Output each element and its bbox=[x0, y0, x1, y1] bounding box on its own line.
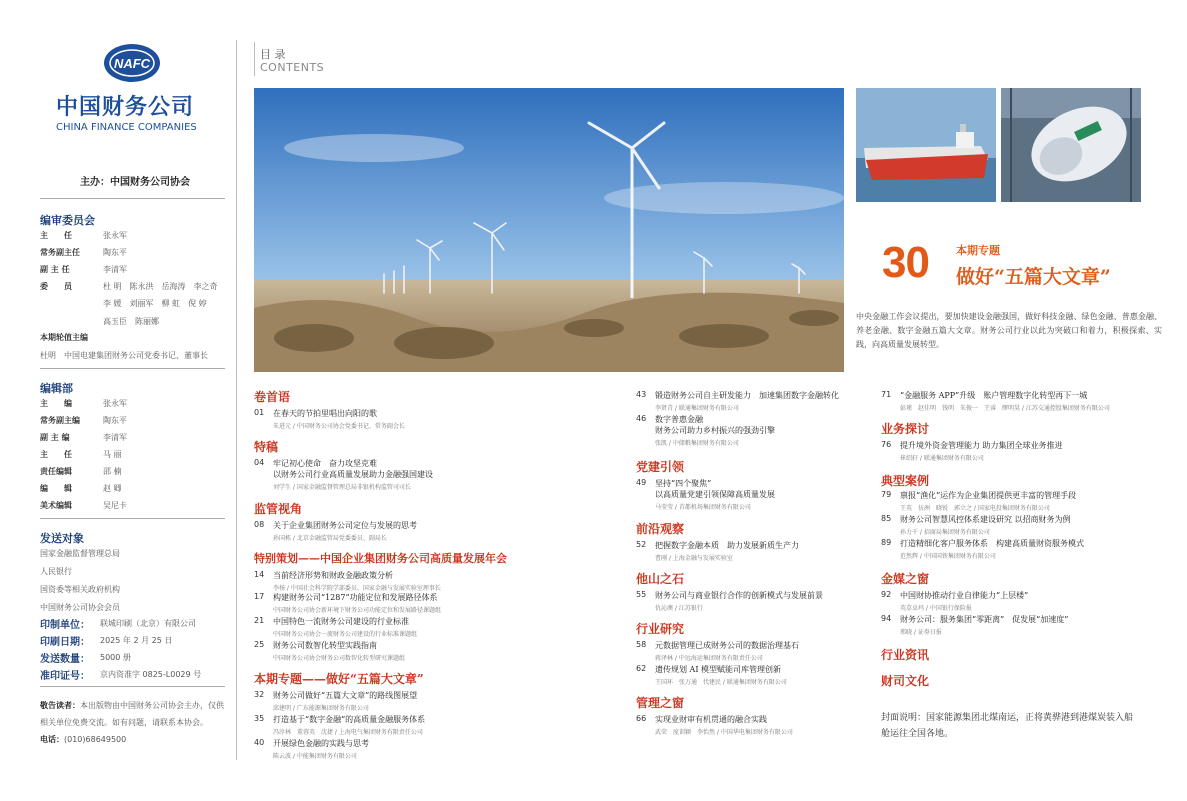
toc-article-title: 打造精细化客户服务体系 构建高质量财资服务模式 bbox=[900, 539, 1084, 548]
logo-english-name: CHINA FINANCE COMPANIES bbox=[56, 122, 197, 133]
toc-author: 崔绍轩 / 联通集团财务有限公司 bbox=[900, 455, 984, 462]
board-role: 常务副主任 bbox=[40, 248, 80, 257]
nafc-logo-icon bbox=[103, 43, 161, 83]
toc-section-title: 党建引领 bbox=[636, 460, 685, 474]
board-names: 陶东平 bbox=[103, 248, 127, 257]
toc-page-number: 46 bbox=[636, 414, 647, 423]
toc-author: 蒋泽林 / 中远海运集团财务有限责任公司 bbox=[655, 655, 763, 662]
editorial-names: 陶东平 bbox=[103, 416, 127, 425]
toc-author: 邱建明 / 广东能源集团财务有限公司 bbox=[273, 705, 369, 712]
toc-article-title: 中国特色一流财务公司建设的行业标准 bbox=[273, 617, 409, 626]
toc-section-title: 特别策划——中国企业集团财务公司高质量发展年会 bbox=[254, 552, 507, 565]
board-names: 张永军 bbox=[103, 231, 127, 240]
print-value: 5000 册 bbox=[100, 653, 131, 662]
photo-industrial-boiler bbox=[1001, 88, 1141, 202]
toc-article-subtitle: 以高质量党建引领保障高质量发展 bbox=[655, 490, 775, 499]
toc-article-title: 构建财务公司“1287”功能定位和发展路径体系 bbox=[273, 593, 438, 602]
print-value: 京内资准字 0825-L0029 号 bbox=[100, 670, 202, 679]
board-names: 高玉臣 陈丽娜 bbox=[103, 317, 159, 326]
toc-page-number: 43 bbox=[636, 390, 647, 399]
editorial-names: 张永军 bbox=[103, 399, 127, 408]
toc-page-number: 62 bbox=[636, 664, 647, 673]
toc-article-title: 开展绿色金融的实践与思考 bbox=[273, 739, 369, 748]
toc-page-number: 58 bbox=[636, 640, 647, 649]
distribution-item: 国资委等相关政府机构 bbox=[40, 585, 120, 594]
board-title: 编审委员会 bbox=[40, 214, 95, 227]
editorial-role: 副 主 编 bbox=[40, 433, 70, 442]
distribution-item: 中国财务公司协会会员 bbox=[40, 603, 120, 612]
print-value: 联城印刷（北京）有限公司 bbox=[100, 619, 196, 628]
divider bbox=[40, 198, 225, 199]
toc-section-title[interactable]: 财司文化 bbox=[881, 674, 930, 688]
editorial-names: 赵 卿 bbox=[103, 484, 122, 493]
toc-author: 英草卓玛 / 中国银行保险报 bbox=[900, 605, 972, 612]
toc-page-number: 52 bbox=[636, 540, 647, 549]
toc-article-title: “金融服务 APP”升级 账户管理数字化转型再下一城 bbox=[900, 391, 1088, 400]
distribution-item: 人民银行 bbox=[40, 567, 72, 576]
toc-section-title: 监管视角 bbox=[254, 502, 303, 516]
notice-phone bbox=[40, 734, 126, 745]
cover-note: 封面说明：国家能源集团北煤南运，正将黄骅港到港煤炭装入船舱运往全国各地。 bbox=[881, 713, 1134, 739]
feature-title[interactable]: 做好“五篇大文章” bbox=[956, 266, 1111, 288]
toc-author: 中国财务公司协会新环境下财务公司功能定位和发展路径课题组 bbox=[273, 607, 442, 614]
toc-page-number: 32 bbox=[254, 690, 265, 699]
photo-cargo-ship bbox=[856, 88, 996, 202]
toc-page-number: 92 bbox=[881, 590, 892, 599]
wind-farm-image bbox=[254, 88, 844, 372]
print-label: 印刷日期： bbox=[40, 637, 90, 648]
toc-page-number: 25 bbox=[254, 640, 265, 649]
print-label: 印制单位： bbox=[40, 620, 90, 631]
toc-author: 李扬 / 中国社会科学院学部委员、国家金融与发展实验室理事长 bbox=[273, 585, 441, 592]
editorial-names: 李清军 bbox=[103, 433, 127, 442]
toc-article-title: 财务公司与商业银行合作的创新模式与发展前景 bbox=[655, 591, 823, 600]
editorial-names: 马 丽 bbox=[103, 450, 122, 459]
editorial-role: 责任编辑 bbox=[40, 467, 72, 476]
feature-page-number: 30 bbox=[882, 238, 929, 287]
toc-page-number: 55 bbox=[636, 590, 647, 599]
board-role: 委 员 bbox=[40, 282, 72, 291]
toc-page-number: 76 bbox=[881, 440, 892, 449]
print-label: 准印证号： bbox=[40, 671, 90, 682]
divider bbox=[40, 368, 225, 369]
toc-article-title: 打造基于“数字金融”的高质量金融服务体系 bbox=[273, 715, 426, 724]
board-names: 杜 明 陈永洪 岳海涛 李之奇 bbox=[103, 282, 218, 291]
rotating-editor-label: 本期轮值主编 bbox=[40, 333, 88, 342]
toc-page-number: 35 bbox=[254, 714, 265, 723]
board-names: 李 媛 刘丽军 柳 虹 倪 婷 bbox=[103, 299, 207, 308]
reader-notice bbox=[40, 700, 224, 711]
editorial-role: 编 辑 bbox=[40, 484, 72, 493]
toc-article-title: 中国财协推动行业自律能力“上层楼” bbox=[900, 591, 1029, 600]
toc-section-title[interactable]: 行业资讯 bbox=[881, 648, 930, 662]
toc-page-number: 01 bbox=[254, 408, 265, 417]
toc-author: 马莹莹 / 首都机场集团财务有限公司 bbox=[655, 504, 751, 511]
editorial-role: 常务副主编 bbox=[40, 416, 80, 425]
toc-section-title: 特稿 bbox=[254, 440, 279, 454]
cover-photo-wind-farm bbox=[254, 88, 844, 372]
editorial-role: 主 编 bbox=[40, 399, 72, 408]
feature-label: 本期专题 bbox=[956, 244, 1000, 257]
toc-author: 孙国栋 / 北京金融监管局党委委员、副局长 bbox=[273, 535, 387, 542]
toc-page-number: 04 bbox=[254, 458, 265, 467]
toc-article-title: 禀报“渔化”运作为企业集团提供更丰富的管理手段 bbox=[900, 491, 1077, 500]
toc-article-title: 财务公司智慧风控体系建设研究 以招商财务为例 bbox=[900, 515, 1071, 524]
board-role: 主 任 bbox=[40, 231, 72, 240]
host-organization: 主办：中国财务公司协会 bbox=[80, 177, 190, 188]
toc-page-number: 21 bbox=[254, 616, 265, 625]
toc-page-number: 66 bbox=[636, 714, 647, 723]
toc-article-title: 提升境外资金管理能力 助力集团全球业务推进 bbox=[900, 441, 1063, 450]
header-divider bbox=[254, 42, 255, 76]
toc-article-title: 关于企业集团财务公司定位与发展的思考 bbox=[273, 521, 417, 530]
toc-article-title: 在春天的节拍里唱出向阳的歌 bbox=[273, 409, 377, 418]
toc-article-title: 锻造财务公司自主研发能力 加速集团数字金融转化 bbox=[655, 391, 839, 400]
phone-label: 电话： bbox=[40, 735, 64, 744]
board-names: 李清军 bbox=[103, 265, 127, 274]
feature-description: 中央金融工作会议提出，要加快建设金融强国，做好科技金融、绿色金融、普惠金融、养老金融、数字金融五篇大文章。财务公司行业以此为突破口和着力，积极探索、实践，向高质量发展转型。 bbox=[856, 312, 1162, 349]
contents-heading-cn: 目 录 bbox=[260, 48, 286, 61]
column-divider bbox=[236, 40, 237, 760]
notice-label: 敬告读者： bbox=[40, 701, 80, 710]
toc-article-subtitle: 以财务公司行业高质量发展助力金融强国建设 bbox=[273, 470, 433, 479]
toc-page-number: 40 bbox=[254, 738, 265, 747]
toc-article-title: 财务公司做好“五篇大文章”的路线图展望 bbox=[273, 691, 418, 700]
toc-page-number: 14 bbox=[254, 570, 265, 579]
toc-page-number: 49 bbox=[636, 478, 647, 487]
toc-section-title: 业务探讨 bbox=[881, 422, 930, 436]
toc-page-number: 17 bbox=[254, 592, 265, 601]
toc-page-number: 08 bbox=[254, 520, 265, 529]
ship-image bbox=[856, 88, 996, 202]
logo-chinese-name: 中国财务公司 bbox=[56, 95, 195, 120]
toc-page-number: 94 bbox=[881, 614, 892, 623]
toc-article-subtitle: 财务公司助力乡村振兴的强劲引擎 bbox=[655, 426, 775, 435]
toc-section-title: 卷首语 bbox=[254, 390, 291, 404]
toc-article-title: 牢记初心使命 奋力攻坚克难 bbox=[273, 459, 377, 468]
toc-section-title: 他山之石 bbox=[636, 572, 685, 586]
toc-article-title: 遗传规划 AI 模型赋能司库管理创新 bbox=[655, 665, 782, 674]
toc-page-number: 89 bbox=[881, 538, 892, 547]
distribution-title: 发送对象 bbox=[40, 532, 84, 545]
toc-section-title: 管理之窗 bbox=[636, 696, 685, 710]
toc-author: 陈云波 / 中能集团财务有限公司 bbox=[273, 753, 357, 760]
toc-author: 张凯 / 中储粮集团财务有限公司 bbox=[655, 440, 739, 447]
rotating-editor-value: 杜明 中国电建集团财务公司党委书记、董事长 bbox=[40, 351, 208, 360]
toc-article-title: 把握数字金融本质 助力发展新质生产力 bbox=[655, 541, 799, 550]
toc-article-title: 财务公司数智化转型实践指南 bbox=[273, 641, 377, 650]
editorial-role: 美术编辑 bbox=[40, 501, 72, 510]
toc-section-title: 前沿观察 bbox=[636, 522, 685, 536]
toc-page-number: 85 bbox=[881, 514, 892, 523]
divider bbox=[40, 686, 225, 687]
board-role: 副 主 任 bbox=[40, 265, 70, 274]
toc-author: 王英 伍洲 晓锐 郭立之 / 国家电投集团财务有限公司 bbox=[900, 505, 1050, 512]
svg-text:NAFC: NAFC bbox=[113, 56, 151, 71]
print-value: 2025 年 2 月 25 日 bbox=[100, 636, 173, 645]
phone-number: (010)68649500 bbox=[64, 735, 127, 744]
notice-text: 本出版物由中国财务公司协会主办，仅供 bbox=[80, 701, 224, 710]
notice-text-2: 相关单位免费交流。如有问题，请联系本协会。 bbox=[40, 718, 208, 727]
editorial-role: 主 任 bbox=[40, 450, 72, 459]
editorial-names: 吴尼卡 bbox=[103, 501, 127, 510]
toc-article-title: 元数据管理已成财务公司的数据治理基石 bbox=[655, 641, 799, 650]
toc-page-number: 71 bbox=[881, 390, 892, 399]
boiler-image bbox=[1001, 88, 1141, 202]
toc-article-title: 当前经济形势和财政金融政策分析 bbox=[273, 571, 393, 580]
toc-section-title: 本期专题——做好“五篇大文章” bbox=[254, 672, 424, 686]
toc-author: 中国财务公司协会财务公司数智化转型研究课题组 bbox=[273, 655, 406, 662]
toc-author: 朱进元 / 中国财务公司协会党委书记、常务副会长 bbox=[273, 423, 405, 430]
toc-author: 刘学生 / 国家金融监督管理总局非银机构监管司司长 bbox=[273, 484, 411, 491]
toc-author: 冯淳林 董蓉英 沈捷 / 上海电气集团财务有限责任公司 bbox=[273, 729, 423, 736]
toc-author: 李贤青 / 联通集团财务有限公司 bbox=[655, 405, 739, 412]
toc-author: 仇沁澳 / 江苏银行 bbox=[655, 605, 703, 612]
toc-section-title: 行业研究 bbox=[636, 622, 685, 636]
masthead-column bbox=[40, 40, 225, 760]
editorial-title: 编辑部 bbox=[40, 382, 73, 395]
toc-article-title: 财务公司：服务集团“零距离” 促发展“加速度” bbox=[900, 615, 1069, 624]
toc-page-number: 79 bbox=[881, 490, 892, 499]
distribution-item: 国家金融监督管理总局 bbox=[40, 549, 120, 558]
print-label: 发送数量： bbox=[40, 654, 90, 665]
toc-author: 武荣 庞训颖 李怡然 / 中国华电集团财务有限公司 bbox=[655, 729, 793, 736]
toc-article-title: 坚持“四个聚焦” bbox=[655, 479, 712, 488]
toc-author: 彭瑾 赵佳明 钱明 朱俊一 王睿 缪明昊 / 江苏交通控股集团财务有限公司 bbox=[900, 405, 1110, 412]
toc-author: 范然辉 / 中国国铁集团财务有限公司 bbox=[900, 553, 996, 560]
toc-article-title: 数字普惠金融 bbox=[655, 415, 703, 424]
toc-author: 中国财务公司协会一流财务公司建设的行业标准课题组 bbox=[273, 631, 418, 638]
toc-section-title: 金媒之窗 bbox=[881, 572, 930, 586]
toc-author: 曹刚 / 上海金融与发展实验室 bbox=[655, 555, 733, 562]
toc-author: 孙力千 / 招商局集团财务有限公司 bbox=[900, 529, 990, 536]
toc-article-title: 实现业财审有机贯通的融合实践 bbox=[655, 715, 767, 724]
editorial-names: 邵 楠 bbox=[103, 467, 122, 476]
contents-heading-en: CONTENTS bbox=[260, 61, 325, 74]
toc-author: 王国环 张万通 代建民 / 联通集团财务有限公司 bbox=[655, 679, 787, 686]
toc-author: 邢晓 / 证券日报 bbox=[900, 629, 942, 636]
divider bbox=[40, 518, 225, 519]
toc-section-title: 典型案例 bbox=[881, 474, 930, 488]
